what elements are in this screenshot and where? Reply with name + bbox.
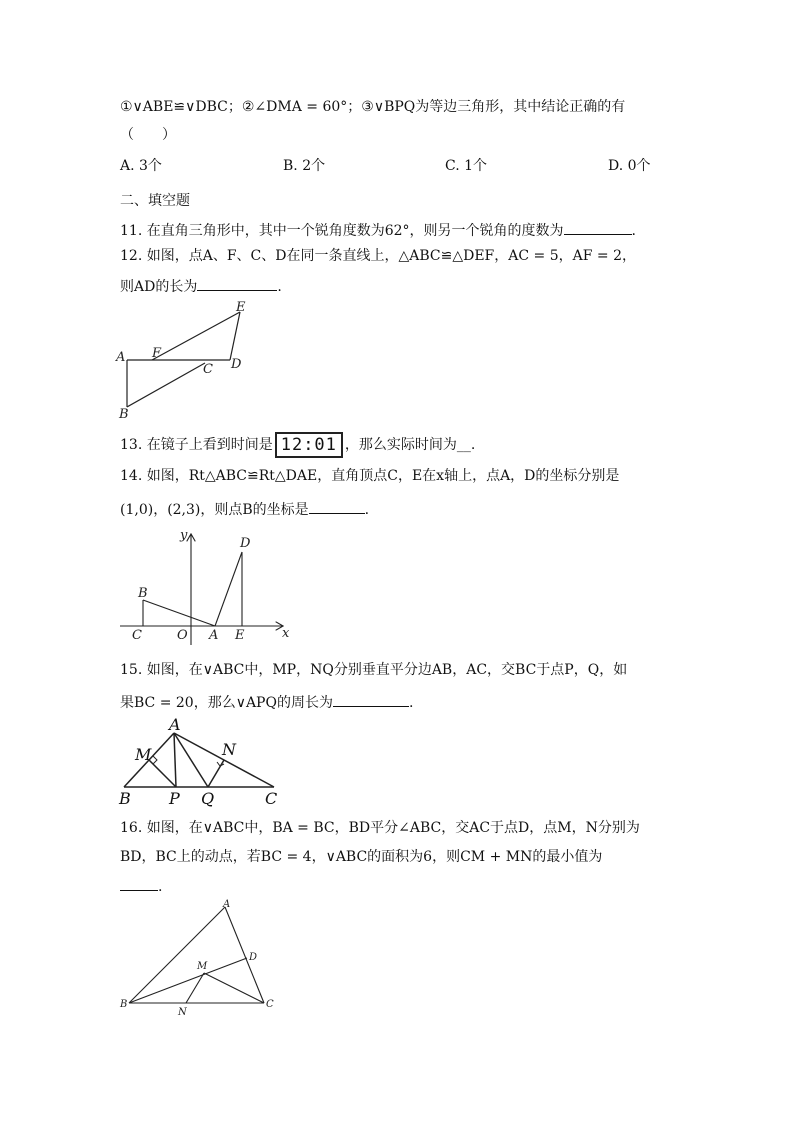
q15-label-n: N (222, 740, 236, 759)
q12-line1: 12. 如图，点A、F、C、D在同一条直线上，△ABC≌△DEF，AC = 5，AF = 2， (120, 248, 636, 264)
q15-line2 (120, 692, 413, 712)
q16-label-n: N (178, 1007, 187, 1018)
q14-label-b: B (138, 586, 148, 601)
q16-label-c: C (266, 999, 274, 1010)
q12-label-b: B (119, 407, 129, 420)
q14-end: . (364, 502, 370, 518)
q15-label-q: Q (201, 789, 215, 807)
q16-label-a: A (223, 899, 231, 910)
q13-text (120, 432, 475, 458)
q12-stem: 则AD的长为 (120, 279, 198, 295)
q14-label-x: x (282, 626, 290, 641)
q14-label-c: C (132, 628, 142, 643)
q14-label-e: E (235, 628, 245, 643)
q15-label-c: C (265, 789, 278, 807)
q10-conclusions: ①∨ABE≌∨DBC；②∠DMA = 60°；③∨BPQ为等边三角形，其中结论正确的有 (120, 99, 626, 115)
section-title: 二、填空题 (120, 193, 190, 209)
q14-stem: (1,0)，(2,3)，则点B的坐标是 (120, 502, 309, 518)
q15-stem: 果BC = 20，那么∨APQ的周长为 (120, 695, 333, 711)
q12-end: . (277, 279, 282, 295)
q14-label-a: A (209, 628, 219, 643)
mirror-clock-display: 12:01 (275, 432, 343, 458)
q14-answer-blank (309, 499, 365, 514)
q15-label-m: M (135, 745, 152, 764)
q16-line2: BD，BC上的动点，若BC = 4，∨ABC的面积为6，则CM + MN的最小值为 (120, 849, 603, 865)
q16-label-b: B (120, 999, 128, 1010)
q14-figure (110, 525, 300, 650)
q14-line1: 14. 如图，Rt△ABC≌Rt△DAE，直角顶点C，E在x轴上，点A，D的坐标分别是 (120, 468, 620, 484)
q14-line2 (120, 499, 369, 519)
q12-label-e: E (236, 300, 246, 315)
q10-option-b: B. 2个 (283, 158, 326, 174)
q12-label-c: C (203, 362, 213, 377)
q13-after: ，那么实际时间为__. (344, 437, 476, 453)
q15-figure (110, 715, 290, 807)
q16-line1: 16. 如图，在∨ABC中，BA = BC，BD平分∠ABC，交AC于点D，点M，N分别为 (120, 820, 640, 836)
q11-stem: 11. 在直角三角形中，其中一个锐角度数为62°，则另一个锐角的度数为 (120, 223, 564, 239)
q10-answer-paren: （ ） (120, 127, 176, 143)
q12-figure (110, 295, 260, 420)
q12-answer-blank (197, 276, 277, 291)
q12-label-d: D (231, 357, 242, 372)
q16-label-d: D (249, 952, 258, 963)
q15-line1: 15. 如图，在∨ABC中，MP，NQ分别垂直平分边AB，AC，交BC于点P，Q，如 (120, 662, 628, 678)
q14-label-o: O (177, 628, 188, 643)
q11-end: . (631, 223, 636, 239)
q10-option-d: D. 0个 (608, 158, 651, 174)
q12-label-f: F (152, 346, 162, 361)
q11-answer-blank (564, 220, 632, 235)
q12-line2 (120, 276, 282, 296)
q15-label-p: P (169, 789, 180, 807)
q16-line3 (120, 876, 162, 896)
q16-label-m: M (197, 961, 208, 972)
q16-answer-blank (120, 876, 158, 891)
q13-before: 13. 在镜子上看到时间是 (120, 437, 273, 453)
q10-option-c: C. 1个 (445, 158, 488, 174)
q16-figure (112, 895, 282, 1020)
q15-label-a: A (169, 715, 181, 734)
q15-label-b: B (119, 789, 131, 807)
q15-answer-blank (333, 692, 409, 707)
q16-end: . (158, 879, 163, 895)
q14-label-y: y (180, 528, 188, 543)
q11-text (120, 220, 636, 240)
q10-option-a: A. 3个 (120, 158, 162, 174)
q14-label-d: D (240, 536, 251, 551)
q15-end: . (408, 695, 414, 711)
q12-label-a: A (116, 350, 126, 365)
